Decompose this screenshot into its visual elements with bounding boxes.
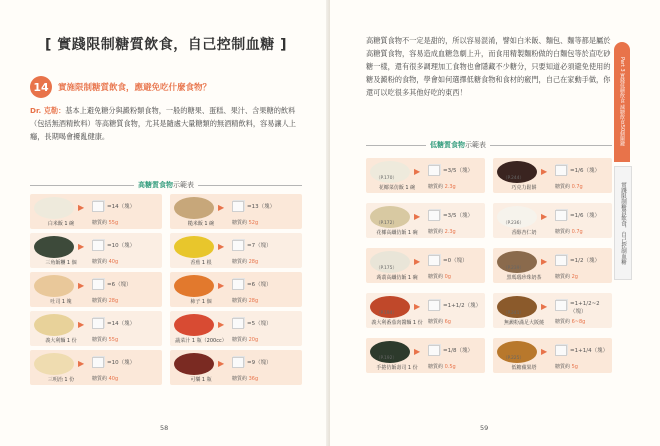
- sugar-label: 糖質約: [428, 184, 444, 190]
- recipe-page-ref: （P.236）: [503, 221, 525, 226]
- sugar-cube-icon: [555, 300, 567, 311]
- section-suffix: 示範表: [465, 141, 486, 149]
- banana-icon: [174, 236, 214, 258]
- sugar-cube-count: =0（塊）: [443, 258, 468, 264]
- food-name: 香蕉 1 根: [190, 260, 212, 266]
- high-sugar-food-grid: [30, 194, 302, 385]
- sugar-label: 糖質約: [428, 319, 444, 325]
- food-name: 可樂 1 瓶: [190, 377, 212, 383]
- sugar-label: 糖質約: [232, 376, 248, 382]
- food-name: 巧克力鬆餅: [511, 185, 537, 191]
- sugar-label: 糖質約: [555, 229, 571, 235]
- arrow-icon: ▶: [414, 257, 421, 266]
- sugar-cube-icon: [428, 165, 440, 176]
- sugar-cube-icon: [232, 201, 244, 212]
- sugar-value: 20g: [248, 337, 259, 343]
- section-highlight: 高糖質食物: [138, 181, 173, 189]
- sugar-value: 5g: [571, 364, 578, 370]
- arrow-icon: ▶: [218, 242, 225, 251]
- sugar-value: 0.7g: [571, 184, 583, 190]
- food-item: [493, 248, 612, 283]
- arrow-icon: ▶: [78, 281, 85, 290]
- food-name: 糙米飯 1 碗: [187, 221, 215, 227]
- food-name: 義大利番茄肉醬麵 1 份: [371, 320, 423, 326]
- food-item: [170, 350, 302, 385]
- divider: [198, 185, 302, 186]
- recipe-page-ref: （P.194）: [376, 311, 398, 316]
- sugar-value: 0.7g: [571, 229, 583, 235]
- sugar-value: 40g: [108, 376, 119, 382]
- sugar-cube-count: =1/2（塊）: [570, 258, 600, 264]
- sugar-amount: [92, 258, 118, 265]
- food-item: [30, 350, 162, 385]
- sugar-label: 糖質約: [428, 364, 444, 370]
- food-name: 低糖蘋果塔: [511, 365, 537, 371]
- question-number-badge: 14: [30, 76, 52, 98]
- sugar-label: 糖質約: [555, 319, 571, 325]
- rice-bowl-icon: [34, 197, 74, 219]
- food-item: [493, 203, 612, 238]
- sugar-amount: [232, 375, 258, 382]
- answer-paragraph: [30, 104, 302, 143]
- recipe-page-ref: （P.175）: [376, 266, 398, 271]
- food-name: 義大利麵 1 份: [45, 338, 77, 344]
- sugar-value: 28g: [248, 298, 259, 304]
- arrow-icon: ▶: [414, 347, 421, 356]
- food-item: [170, 233, 302, 268]
- part-tab: Part 3 實踐低糖飲食 減糖飲食50個關鍵: [614, 42, 630, 162]
- arrow-icon: ▶: [78, 359, 85, 368]
- divider: [366, 145, 426, 146]
- sugar-cube-icon: [555, 255, 567, 266]
- food-item: [366, 338, 485, 373]
- sugar-cube-count: =7（塊）: [247, 243, 272, 249]
- food-name: 無澱粉滿足大阪燒: [503, 320, 544, 326]
- intro-paragraph: 高糖質食物不一定是甜的，所以容易混淆，譬如白米飯、麵包、麵等都是屬於高糖質食物，容易造成血糖急劇上升，而食用精製麵粉做的白麵包等於直吃砂糖一樣，還有很多調理加工食物也會隱藏不少糖分，只要知道必須避免使用的糖及澱粉的食物，學會如何選擇低糖食物和食材的竅門，自己在家動手做，你還可以吃很多其他好吃的東西！: [366, 36, 611, 97]
- food-item: [170, 194, 302, 229]
- arrow-icon: ▶: [218, 320, 225, 329]
- food-name: 蔬菜汁 1 瓶（200cc）: [175, 338, 227, 344]
- sugar-cube-count: =3/5（塊）: [443, 168, 473, 174]
- question-text: 實施限制糖質飲食，應避免吃什麼食物？: [58, 83, 212, 93]
- sugar-cube-icon: [428, 255, 440, 266]
- section-highlight: 低糖質食物: [430, 141, 465, 149]
- food-name: 香醇杏仁奶: [511, 230, 537, 236]
- sugar-amount: [428, 183, 456, 190]
- sugar-value: 28g: [108, 298, 119, 304]
- sugar-amount: [232, 297, 258, 304]
- sugar-cube-count: =14（塊）: [107, 204, 136, 210]
- food-item: [170, 272, 302, 307]
- question-heading: [30, 76, 211, 98]
- sugar-cube-icon: [92, 279, 104, 290]
- pasta-icon: [34, 314, 74, 336]
- onigiri-icon: [34, 236, 74, 258]
- food-item: [366, 293, 485, 328]
- food-name: 花椰菜仿飯 1 碗: [378, 185, 416, 191]
- recipe-page-ref: （P.192）: [376, 356, 398, 361]
- arrow-icon: ▶: [541, 302, 548, 311]
- sugar-value: 52g: [248, 220, 259, 226]
- sugar-value: 2.3g: [444, 184, 456, 190]
- sugar-amount: [428, 363, 456, 370]
- sugar-amount: [92, 375, 118, 382]
- sugar-cube-count: =6（塊）: [107, 282, 132, 288]
- sandwich-icon: [34, 353, 74, 375]
- page-number: 58: [160, 424, 169, 432]
- sugar-cube-count: =13（塊）: [247, 204, 276, 210]
- food-item: [170, 311, 302, 346]
- sugar-cube-icon: [92, 357, 104, 368]
- sugar-label: 糖質約: [92, 259, 108, 265]
- sugar-amount: [555, 183, 583, 190]
- sugar-value: 2.3g: [444, 229, 456, 235]
- sugar-cube-icon: [555, 165, 567, 176]
- food-name: 三明治 1 份: [47, 377, 75, 383]
- sugar-amount: [92, 297, 118, 304]
- food-item: [30, 311, 162, 346]
- food-name: 柿子 1 個: [190, 299, 212, 305]
- low-sugar-food-grid: [366, 158, 612, 373]
- recipe-page-ref: （P.244）: [503, 176, 525, 181]
- sugar-amount: [428, 273, 451, 280]
- food-name: 手捲仿飯壽司 1 份: [376, 365, 418, 371]
- sugar-amount: [232, 219, 258, 226]
- sugar-cube-count: =3/5（塊）: [443, 213, 473, 219]
- sugar-value: 55g: [108, 337, 119, 343]
- food-name: 黑瑪瑙珍珠奶茶: [506, 275, 542, 281]
- sugar-amount: [92, 219, 118, 226]
- sugar-label: 糖質約: [92, 220, 108, 226]
- right-page: [330, 0, 660, 446]
- chapter-side-tab: [614, 42, 630, 278]
- sugar-cube-icon: [428, 300, 440, 311]
- food-item: [493, 158, 612, 193]
- sugar-cube-icon: [92, 240, 104, 251]
- arrow-icon: ▶: [78, 242, 85, 251]
- recipe-page-ref: （P.170）: [376, 176, 398, 181]
- sugar-cube-icon: [92, 318, 104, 329]
- answer-author: Dr. 克勒：: [30, 106, 66, 115]
- sugar-value: 6~8g: [571, 319, 586, 325]
- sugar-amount: [92, 336, 118, 343]
- food-item: [30, 194, 162, 229]
- sugar-value: 28g: [248, 259, 259, 265]
- sugar-amount: [428, 228, 456, 235]
- arrow-icon: ▶: [541, 347, 548, 356]
- divider: [30, 185, 134, 186]
- toast-icon: [34, 275, 74, 297]
- arrow-icon: ▶: [414, 302, 421, 311]
- sugar-cube-icon: [232, 318, 244, 329]
- sugar-cube-count: =10（塊）: [107, 243, 136, 249]
- food-name: 吐司 1 塊: [50, 299, 72, 305]
- food-item: [30, 233, 162, 268]
- food-name: 花椰高纖仿飯 1 碗: [376, 230, 418, 236]
- low-sugar-section-heading: [366, 140, 612, 150]
- sugar-cube-count: =5（塊）: [247, 321, 272, 327]
- food-item: [366, 158, 485, 193]
- sugar-amount: [232, 258, 258, 265]
- sugar-cube-count: =14（塊）: [107, 321, 136, 327]
- section-suffix: 示範表: [173, 181, 194, 189]
- sugar-amount: [555, 318, 585, 325]
- high-sugar-section-heading: [30, 180, 302, 190]
- sugar-cube-icon: [555, 345, 567, 356]
- food-name: 蒟蒻高纖仿飯 1 碗: [376, 275, 418, 281]
- arrow-icon: ▶: [414, 167, 421, 176]
- arrow-icon: ▶: [218, 359, 225, 368]
- sugar-value: 2g: [571, 274, 578, 280]
- sugar-amount: [232, 336, 258, 343]
- arrow-icon: ▶: [414, 212, 421, 221]
- food-item: [493, 338, 612, 373]
- sugar-cube-icon: [232, 357, 244, 368]
- sugar-label: 糖質約: [92, 376, 108, 382]
- sugar-label: 糖質約: [555, 184, 571, 190]
- sugar-value: 6g: [444, 319, 451, 325]
- recipe-page-ref: （P.241）: [503, 311, 525, 316]
- sugar-cube-count: =1/6（塊）: [570, 168, 600, 174]
- sugar-label: 糖質約: [555, 364, 571, 370]
- answer-text: 基本上避免糖分與澱粉類食物，一般的糖果、蛋糕、果汁、含果糖的飲料（包括無酒精飲料）等高糖質食物，尤其是隨處大量糖類的無酒精飲料，容易讓人上癮，長期喝會擾亂健康。: [30, 106, 296, 141]
- arrow-icon: ▶: [218, 203, 225, 212]
- sugar-amount: [555, 273, 578, 280]
- sugar-label: 糖質約: [232, 298, 248, 304]
- sugar-amount: [428, 318, 451, 325]
- sugar-value: 0.5g: [444, 364, 456, 370]
- chapter-tab: 實踐限制糖質飲食，自己控制血糖: [614, 166, 632, 280]
- sugar-cube-icon: [428, 210, 440, 221]
- sugar-cube-count: =10（塊）: [107, 360, 136, 366]
- sugar-label: 糖質約: [428, 274, 444, 280]
- juice-icon: [174, 314, 214, 336]
- sugar-cube-icon: [555, 210, 567, 221]
- arrow-icon: ▶: [218, 281, 225, 290]
- sugar-value: 55g: [108, 220, 119, 226]
- food-item: [493, 293, 612, 328]
- arrow-icon: ▶: [78, 203, 85, 212]
- page-title: [ 實踐限制糖質飲食，自己控制血糖 ]: [44, 37, 288, 53]
- sugar-label: 糖質約: [232, 337, 248, 343]
- sugar-value: 36g: [248, 376, 259, 382]
- cola-icon: [174, 353, 214, 375]
- sugar-cube-icon: [92, 201, 104, 212]
- sugar-cube-count: =6（塊）: [247, 282, 272, 288]
- arrow-icon: ▶: [78, 320, 85, 329]
- sugar-cube-count: =1/6（塊）: [570, 213, 600, 219]
- divider: [490, 145, 612, 146]
- sugar-value: 40g: [108, 259, 119, 265]
- food-name: 白米飯 1 碗: [47, 221, 75, 227]
- sugar-amount: [555, 228, 583, 235]
- sugar-value: 0g: [444, 274, 451, 280]
- sugar-cube-count: =1+1/2~2（塊）: [570, 301, 600, 315]
- sugar-cube-icon: [232, 279, 244, 290]
- persimmon-icon: [174, 275, 214, 297]
- sugar-label: 糖質約: [92, 337, 108, 343]
- sugar-amount: [555, 363, 578, 370]
- sugar-cube-count: =1+1/2（塊）: [443, 303, 482, 309]
- food-item: [30, 272, 162, 307]
- sugar-label: 糖質約: [92, 298, 108, 304]
- food-name: 三角飯糰 1 個: [45, 260, 77, 266]
- sugar-label: 糖質約: [428, 229, 444, 235]
- arrow-icon: ▶: [541, 257, 548, 266]
- sugar-label: 糖質約: [232, 220, 248, 226]
- sugar-label: 糖質約: [555, 274, 571, 280]
- food-item: [366, 248, 485, 283]
- sugar-cube-count: =1+1/4（塊）: [570, 348, 609, 354]
- arrow-icon: ▶: [541, 212, 548, 221]
- page-number: 59: [480, 424, 489, 432]
- sugar-label: 糖質約: [232, 259, 248, 265]
- recipe-page-ref: （P.239）: [503, 266, 525, 271]
- recipe-page-ref: （P.172）: [376, 221, 398, 226]
- arrow-icon: ▶: [541, 167, 548, 176]
- recipe-page-ref: （P.225）: [503, 356, 525, 361]
- sugar-cube-count: =1/8（塊）: [443, 348, 473, 354]
- sugar-cube-icon: [428, 345, 440, 356]
- sugar-cube-count: =9（塊）: [247, 360, 272, 366]
- sugar-cube-icon: [232, 240, 244, 251]
- food-item: [366, 203, 485, 238]
- brown-rice-icon: [174, 197, 214, 219]
